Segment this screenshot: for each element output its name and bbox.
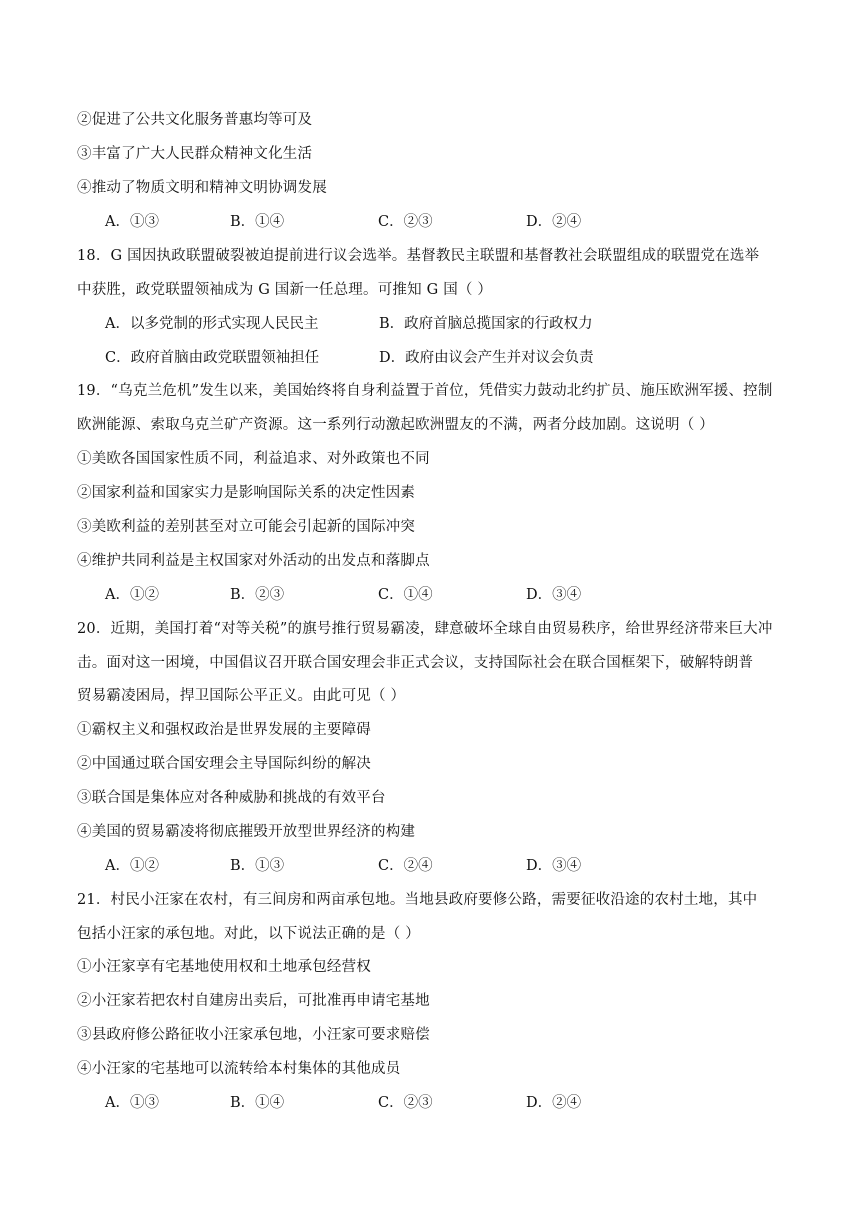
q19-statement-2: ②国家利益和国家实力是影响国际关系的决定性因素	[77, 485, 416, 501]
q18-option-b[interactable]: B．政府首脑总揽国家的行政权力	[379, 316, 593, 332]
q18-stem-line-1: 18．G 国因执政联盟破裂被迫提前进行议会选举。基督教民主联盟和基督教社会联盟组成的联盟党在选举	[77, 248, 760, 264]
q17-statement-3: ③丰富了广大人民群众精神文化生活	[77, 146, 313, 162]
q21-options	[105, 1093, 805, 1113]
q19-option-d[interactable]: D．③④	[526, 587, 582, 603]
q19-statement-3: ③美欧利益的差别甚至对立可能会引起新的国际冲突	[77, 519, 416, 535]
q18-options-row-2	[105, 348, 805, 368]
q17-statement-2: ②促进了公共文化服务普惠均等可及	[77, 112, 313, 128]
q20-option-d[interactable]: D．③④	[526, 858, 582, 874]
q18-options-row-1	[105, 314, 805, 334]
q21-option-b[interactable]: B．①④	[230, 1095, 285, 1111]
q19-option-c[interactable]: C．①④	[378, 587, 433, 603]
q21-statement-2: ②小汪家若把农村自建房出卖后，可批准再申请宅基地	[77, 993, 430, 1009]
q18-stem-line-2: 中获胜，政党联盟领袖成为 G 国新一任总理。可推知 G 国（ ）	[77, 282, 493, 298]
q21-stem-line-1: 21．村民小汪家在农村，有三间房和两亩承包地。当地县政府要修公路，需要征收沿途的农村土地，其中	[77, 892, 758, 908]
q19-statement-1: ①美欧各国国家性质不同，利益追求、对外政策也不同	[77, 451, 430, 467]
q20-option-a[interactable]: A．①②	[105, 858, 159, 874]
q20-statement-1: ①霸权主义和强权政治是世界发展的主要障碍	[77, 722, 371, 738]
q18-option-a[interactable]: A．以多党制的形式实现人民民主	[105, 316, 319, 332]
q19-stem-line-2: 欧洲能源、索取乌克兰矿产资源。这一系列行动激起欧洲盟友的不满，两者分歧加剧。这说明（ ）	[77, 417, 714, 433]
q19-option-a[interactable]: A．①②	[105, 587, 159, 603]
q20-stem-line-2: 击。面对这一困境，中国倡议召开联合国安理会非正式会议，支持国际社会在联合国框架下，破解特朗普	[77, 655, 754, 671]
q19-stem-line-1: 19．“乌克兰危机”发生以来，美国始终将自身利益置于首位，凭借实力鼓动北约扩员、施压欧洲军援、控制	[77, 383, 773, 399]
q20-statement-3: ③联合国是集体应对各种威胁和挑战的有效平台	[77, 790, 386, 806]
q21-statement-1: ①小汪家享有宅基地使用权和土地承包经营权	[77, 959, 371, 975]
q20-option-b[interactable]: B．①③	[230, 858, 285, 874]
q17-option-d[interactable]: D．②④	[526, 214, 582, 230]
q21-statement-3: ③县政府修公路征收小汪家承包地，小汪家可要求赔偿	[77, 1027, 430, 1043]
q20-stem-line-1: 20．近期，美国打着“对等关税”的旗号推行贸易霸凌，肆意破坏全球自由贸易秩序，给世界经济带来巨大冲	[77, 621, 773, 637]
q20-stem-line-3: 贸易霸凌困局，捍卫国际公平正义。由此可见（ ）	[77, 688, 406, 704]
q20-options	[105, 856, 805, 876]
q20-statement-2: ②中国通过联合国安理会主导国际纠纷的解决	[77, 756, 371, 772]
q21-option-c[interactable]: C．②③	[378, 1095, 433, 1111]
q17-option-b[interactable]: B．①④	[230, 214, 285, 230]
q17-option-a[interactable]: A．①③	[105, 214, 159, 230]
q19-option-b[interactable]: B．②③	[230, 587, 285, 603]
q21-statement-4: ④小汪家的宅基地可以流转给本村集体的其他成员	[77, 1061, 401, 1077]
q17-statement-4: ④推动了物质文明和精神文明协调发展	[77, 180, 327, 196]
q18-option-c[interactable]: C．政府首脑由政党联盟领袖担任	[105, 350, 320, 366]
q21-option-d[interactable]: D．②④	[526, 1095, 582, 1111]
q19-statement-4: ④维护共同利益是主权国家对外活动的出发点和落脚点	[77, 553, 430, 569]
q19-options	[105, 585, 805, 605]
q20-option-c[interactable]: C．②④	[378, 858, 433, 874]
q21-option-a[interactable]: A．①③	[105, 1095, 159, 1111]
q18-option-d[interactable]: D．政府由议会产生并对议会负责	[379, 350, 594, 366]
q17-options	[105, 212, 805, 232]
q20-statement-4: ④美国的贸易霸凌将彻底摧毁开放型世界经济的构建	[77, 824, 416, 840]
q21-stem-line-2: 包括小汪家的承包地。对此，以下说法正确的是（ ）	[77, 926, 420, 942]
q17-option-c[interactable]: C．②③	[378, 214, 433, 230]
